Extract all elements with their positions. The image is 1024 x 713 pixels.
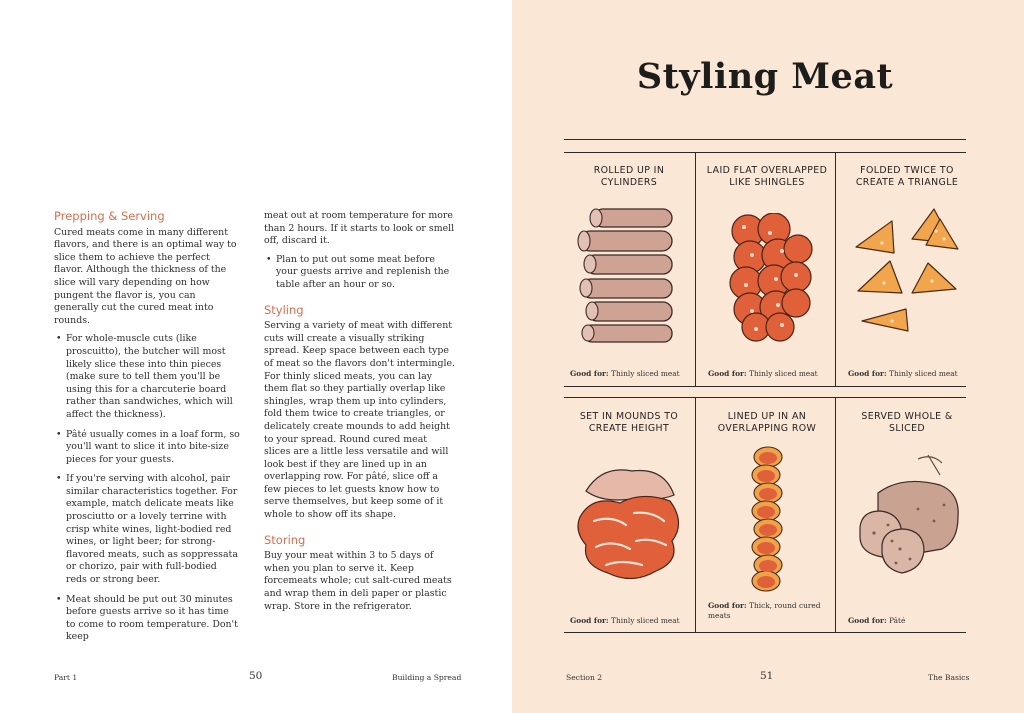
cell-label: LAID FLAT OVERLAPPED LIKE SHINGLES (706, 165, 828, 189)
styling-heading: Styling (264, 302, 304, 317)
styling-body: Serving a variety of meat with different cuts will create a visually striking spread. Keep space between each type of meat so the flavors don't intermingle. For thinly sliced meats, you can lay them flat so they partially overlap like shingles, wrap them up into cylinders, fold them twice to create triangles, or delicately create mounds to add height to your spread. Round cured meat slices are a little less versatile and will look best if they are lined up in an overlapping row. For pâté, slice off a few pieces to let guests know how to serve themselves, but keep some of it whole to show off its shape. (264, 320, 455, 521)
good-for-label: Good for: (570, 616, 609, 625)
cell-label: LINED UP IN AN OVERLAPPING ROW (717, 411, 817, 435)
good-for-text (848, 616, 970, 626)
good-for-label: Good for: (570, 369, 609, 378)
right-column (264, 210, 456, 613)
prepping-list (54, 333, 240, 644)
good-for-value: Pâté (889, 616, 906, 625)
styling-cell-mounds (564, 401, 694, 627)
footer-section: Building a Spread (392, 673, 462, 682)
good-for-label: Good for: (708, 601, 747, 610)
styling-cell-triangles (842, 155, 972, 381)
styling-cell-shingles (702, 155, 832, 381)
left-column (54, 210, 240, 651)
list-item: • Pâté usually comes in a loaf form, so you'll want to slice it into bite-size pieces for your guests. (66, 429, 240, 467)
meat-mound-illustration (572, 461, 690, 591)
continuation-text: meat out at room temperature for more than 2 hours. If it starts to look or smell off, discard it. (264, 210, 455, 247)
cell-label: SERVED WHOLE & SLICED (861, 411, 953, 435)
prepping-intro: Cured meats come in many different flavors, and there is an optimal way to slice them to achieve the perfect flavor. Although the thickness of the slice will vary depending on how pungent the flavor is, you can generally cut the cured meat into rounds. (54, 226, 237, 326)
good-for-value: Thinly sliced meat (611, 616, 680, 625)
sausage-row-illustration (742, 445, 792, 595)
cell-label: FOLDED TWICE TO CREATE A TRIANGLE (855, 165, 959, 189)
footer-section: Section 2 (566, 673, 603, 682)
pate-loaf-illustration (848, 449, 966, 589)
styling-cell-row (702, 401, 832, 627)
good-for-text (570, 616, 692, 626)
styling-cell-rolled (564, 155, 694, 381)
grid-line (695, 152, 696, 386)
good-for-text (570, 369, 692, 379)
grid-line (564, 152, 966, 153)
good-for-label: Good for: (848, 616, 887, 625)
folded-triangles-illustration (848, 203, 966, 333)
list-item: • Plan to put out some meat before your guests arrive and replenish the table after an hour or so. (276, 254, 456, 292)
good-for-text (708, 601, 830, 621)
grid-line (564, 386, 966, 387)
good-for-text (848, 369, 970, 379)
footer-chapter: The Basics (928, 673, 970, 682)
storing-body: Buy your meat within 3 to 5 days of when you plan to serve it. Keep forcemeats whole; cut salt-cured meats and wrap them in deli paper or plastic wrap. Store in the refrigerator. (264, 550, 452, 612)
grid-line (695, 397, 696, 632)
grid-line (564, 139, 966, 140)
list-item: • Meat should be put out 30 minutes before guests arrive so it has time to come to room temperature. Don't keep (66, 594, 240, 644)
good-for-label: Good for: (848, 369, 887, 378)
continued-list (264, 254, 456, 292)
page-number: 50 (249, 670, 263, 682)
good-for-value: Thinly sliced meat (749, 369, 818, 378)
good-for-label: Good for: (708, 369, 747, 378)
styling-grid (564, 139, 966, 633)
page-number: 51 (760, 670, 774, 682)
prepping-heading: Prepping & Serving (54, 209, 165, 223)
grid-line (564, 632, 966, 633)
grid-line (564, 397, 966, 398)
storing-heading: Storing (264, 532, 306, 547)
good-for-value: Thick, round cured meats (708, 601, 821, 620)
list-item: • If you're serving with alcohol, pair similar characteristics together. For example, match delicate meats like prosciutto or a lovely terrine with crisp white wines, light-bodied red wines, or light beer; for strong-flavored meats, such as soppressata or chorizo, pair with full-bodied reds or strong beer. (66, 473, 240, 586)
styling-cell-pate (842, 401, 972, 627)
footer-part: Part 1 (54, 673, 78, 682)
good-for-value: Thinly sliced meat (611, 369, 680, 378)
cell-label: ROLLED UP IN CYLINDERS (593, 165, 665, 189)
good-for-value: Thinly sliced meat (889, 369, 958, 378)
cell-label: SET IN MOUNDS TO CREATE HEIGHT (579, 411, 679, 435)
salami-shingles-illustration (726, 213, 816, 343)
good-for-text (708, 369, 830, 379)
list-item: • For whole-muscle cuts (like proscuitto), the butcher will most likely slice these into thin pieces (make sure to tell them you'll be using this for a charcuterie board rather than sandwiches, which will affect the thickness). (66, 333, 240, 421)
page-title: Styling Meat (636, 56, 894, 97)
grid-line (835, 397, 836, 632)
rolled-meat-illustration (572, 203, 690, 343)
grid-line (835, 152, 836, 386)
